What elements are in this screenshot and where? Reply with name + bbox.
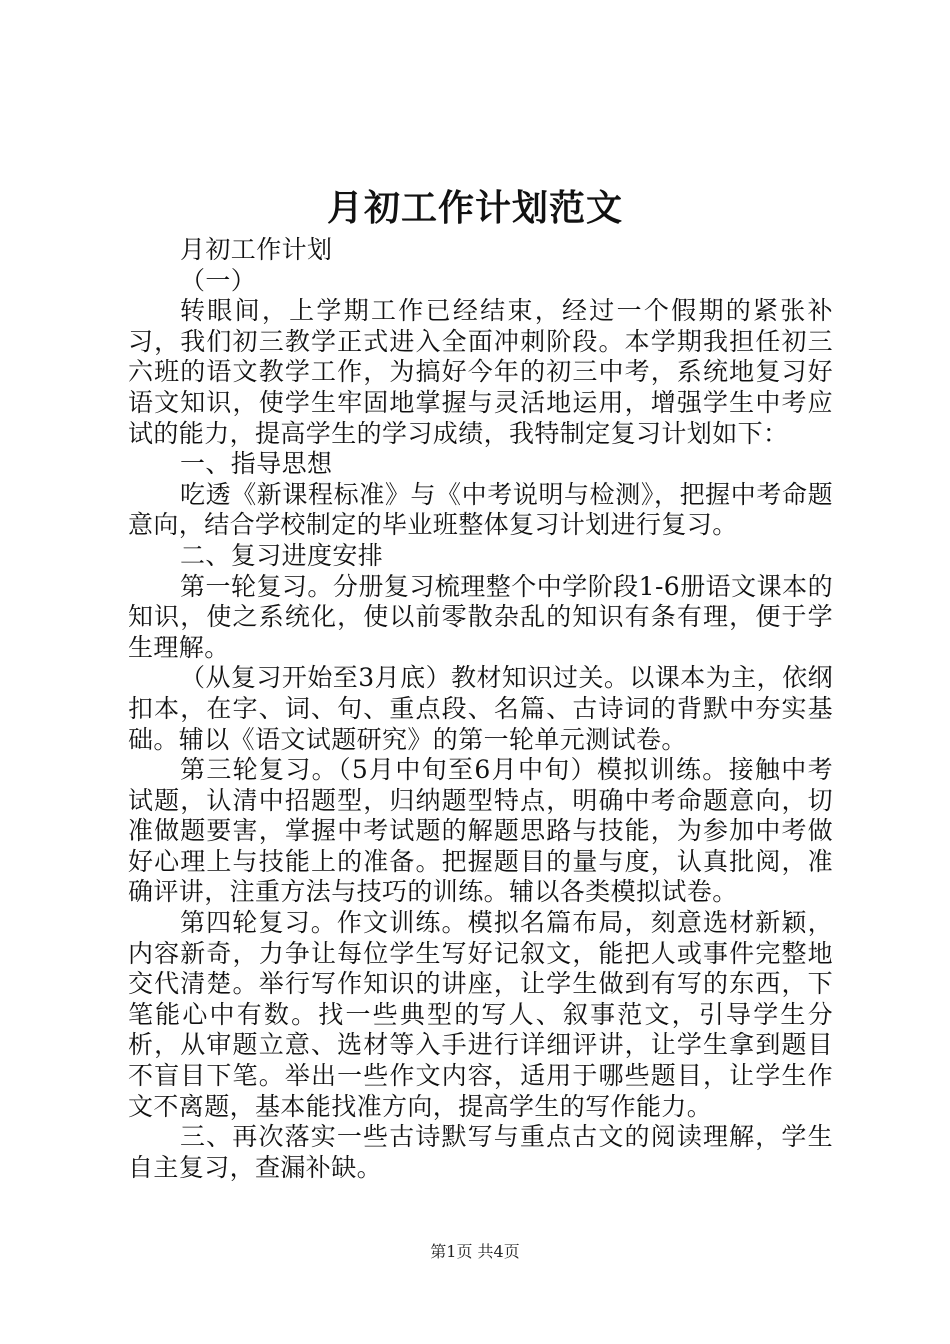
- paragraph-textbook-check: （从复习开始至3月底）教材知识过关。以课本为主，依纲扣本，在字、词、句、重点段、名篇、古诗词的背默中夯实基础。辅以《语文试题研究》的第一轮单元测试卷。: [128, 663, 833, 754]
- paragraph-section-three: 三、再次落实一些古诗默写与重点古文的阅读理解，学生自主复习，查漏补缺。: [128, 1122, 833, 1182]
- page-footer: 第1页 共4页: [430, 1242, 520, 1261]
- paragraph-intro: 转眼间，上学期工作已经结束，经过一个假期的紧张补习，我们初三教学正式进入全面冲刺阶段。本学期我担任初三六班的语文教学工作，为搞好今年的初三中考，系统地复习好语文知识，使学生牢固地掌握与灵活地运用，增强学生中考应试的能力，提高学生的学习成绩，我特制定复习计划如下：: [128, 296, 833, 448]
- paragraph-first-round: 第一轮复习。分册复习梳理整个中学阶段1-6册语文课本的知识，使之系统化，使以前零散杂乱的知识有条有理，便于学生理解。: [128, 571, 833, 662]
- paragraph-fourth-round: 第四轮复习。作文训练。模拟名篇布局，刻意选材新颖，内容新奇，力争让每位学生写好记叙文，能把人或事件完整地交代清楚。举行写作知识的讲座，让学生做到有写的东西，下笔能心中有数。找一些典型的写人、叙事范文，引导学生分析，从审题立意、选材等入手进行详细评讲，让学生拿到题目不盲目下笔。举出一些作文内容，适用于哪些题目，让学生作文不离题，基本能找准方向，提高学生的写作能力。: [128, 908, 833, 1121]
- document-title: 月初工作计划范文: [326, 187, 623, 229]
- paragraph-guiding-thought: 吃透《新课程标准》与《中考说明与检测》，把握中考命题意向，结合学校制定的毕业班整体复习计划进行复习。: [128, 479, 833, 540]
- paragraph-subtitle: 月初工作计划: [180, 235, 333, 264]
- paragraph-section-marker: （一）: [180, 265, 257, 295]
- heading-review-schedule: 二、复习进度安排: [180, 540, 384, 570]
- heading-guiding-thought: 一、指导思想: [180, 449, 333, 479]
- document-body: [128, 235, 833, 1183]
- paragraph-third-round: 第三轮复习。（5月中旬至6月中旬）模拟训练。接触中考试题，认清中招题型，归纳题型特点，明确中考命题意向，切准做题要害，掌握中考试题的解题思路与技能，为参加中考做好心理上与技能上的准备。把握题目的量与度，认真批阅，准确评讲，注重方法与技巧的训练。辅以各类模拟试卷。: [128, 755, 833, 907]
